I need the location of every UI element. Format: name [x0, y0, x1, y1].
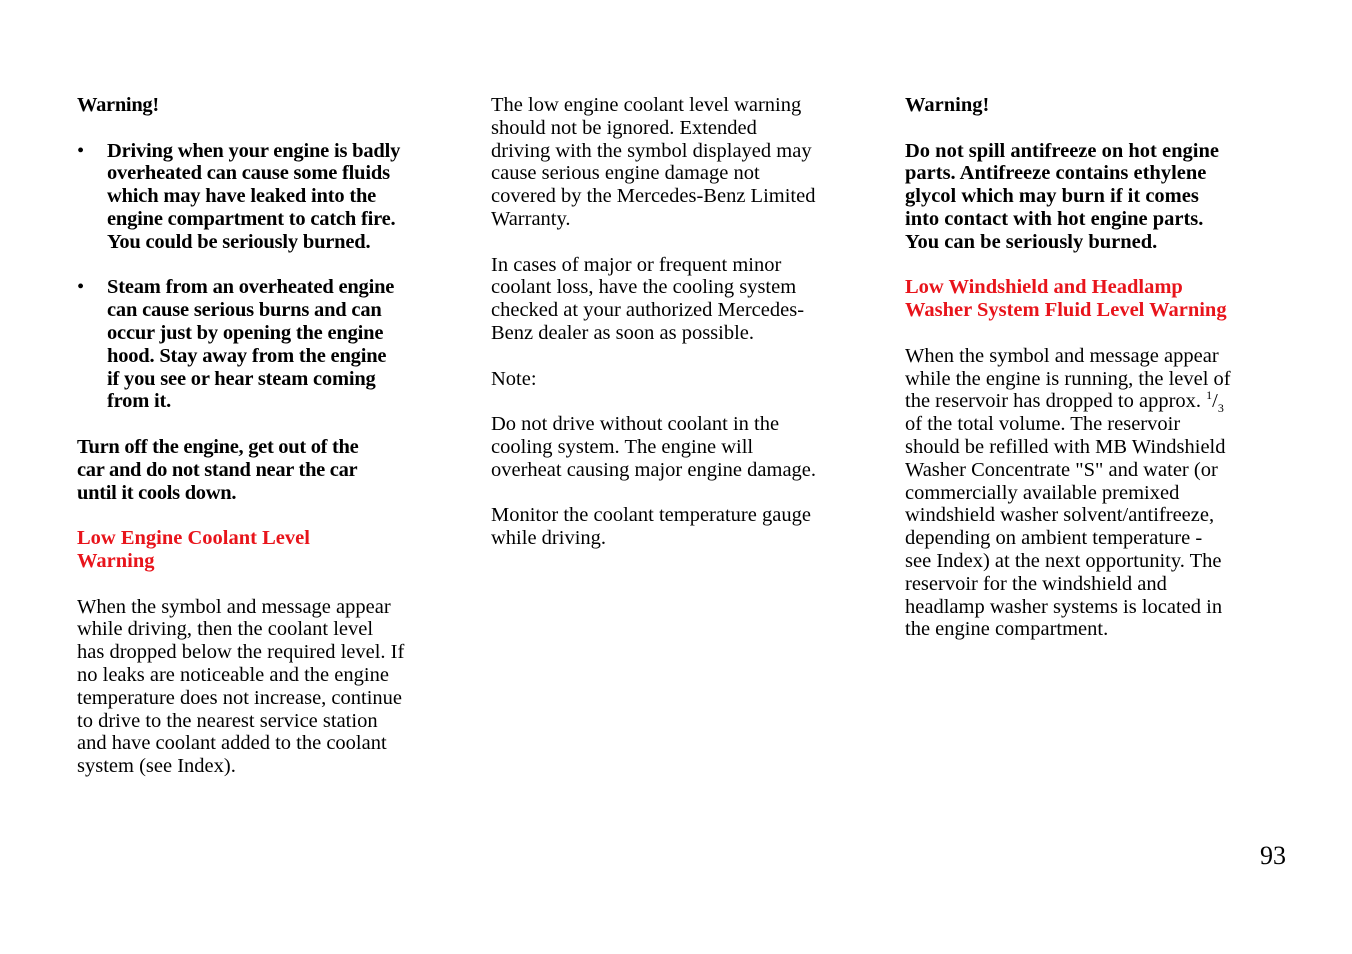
text-line: the engine compartment.: [905, 618, 1109, 641]
text-line: Driving when your engine is badly: [107, 139, 401, 162]
text-line: Steam from an overheated engine: [107, 276, 395, 299]
text-line: cause serious engine damage not: [491, 162, 760, 185]
paragraph-coolant-loss: [491, 254, 863, 345]
text-line: Do not spill antifreeze on hot engine: [905, 139, 1219, 162]
text-line: if you see or hear steam coming: [107, 367, 376, 390]
text-line: car and do not stand near the car: [77, 458, 358, 481]
text-line: until it cools down.: [77, 481, 237, 504]
text-line: into contact with hot engine parts.: [905, 207, 1204, 230]
antifreeze-warning: [905, 140, 1285, 254]
text-line: Warranty.: [491, 207, 571, 230]
heading-line: Washer System Fluid Level Warning: [905, 299, 1227, 322]
page-number: 93: [1260, 841, 1286, 870]
text-line: Turn off the engine, get out of the: [77, 435, 359, 458]
text-line: engine compartment to catch fire.: [107, 207, 396, 230]
text-line: no leaks are noticeable and the engine: [77, 663, 389, 686]
bullet-icon: •: [77, 139, 85, 162]
text-line: from it.: [107, 390, 172, 413]
text-line: see Index) at the next opportunity. The: [905, 549, 1222, 572]
text-line: When the symbol and message appear: [77, 595, 391, 618]
text-line: When the symbol and message appear: [905, 344, 1219, 367]
paragraph-monitor-gauge: [491, 504, 863, 550]
section-heading-washer: [905, 276, 1285, 322]
note-label: Note:: [491, 367, 537, 390]
column-right: [905, 94, 1285, 664]
text-line: commercially available premixed: [905, 481, 1180, 504]
text-line: You can be seriously burned.: [905, 230, 1158, 253]
text-line: while driving, then the coolant level: [77, 618, 374, 641]
turn-off-engine-instruction: [77, 436, 449, 504]
text-line: parts. Antifreeze contains ethylene: [905, 162, 1207, 185]
text-line: overheat causing major engine damage.: [491, 458, 817, 481]
text-line: to drive to the nearest service station: [77, 709, 378, 732]
fraction-slash: /: [1212, 390, 1218, 413]
text-line: of the total volume. The reservoir: [905, 413, 1181, 436]
text-line: driving with the symbol displayed may: [491, 139, 812, 162]
paragraph-ignore-warning: [491, 94, 863, 231]
heading-line: Low Engine Coolant Level: [77, 527, 310, 550]
bullet-text-steam: [107, 276, 449, 413]
text-line: while driving.: [491, 527, 607, 550]
fraction-denominator: 3: [1217, 401, 1224, 416]
text-line-fraction: [905, 388, 1285, 416]
text-line: headlamp washer systems is located in: [905, 595, 1223, 618]
text-line: reservoir for the windshield and: [905, 572, 1167, 595]
heading-line: Warning: [77, 549, 155, 572]
text-line: coolant loss, have the cooling system: [491, 276, 797, 299]
text-line: Washer Concentrate "S" and water (or: [905, 458, 1218, 481]
column-middle: [491, 94, 863, 573]
text-line: Benz dealer as soon as possible.: [491, 321, 755, 344]
text-line: and have coolant added to the coolant: [77, 732, 387, 755]
bullet-icon: •: [77, 276, 85, 299]
fraction-numerator: 1: [1206, 388, 1213, 403]
text-line: hood. Stay away from the engine: [107, 344, 387, 367]
text-line: temperature does not increase, continue: [77, 686, 403, 709]
text-line: occur just by opening the engine: [107, 321, 384, 344]
text-line: checked at your authorized Mercedes-: [491, 299, 805, 322]
text-line: while the engine is running, the level of: [905, 367, 1231, 390]
text-line: Do not drive without coolant in the: [491, 413, 780, 436]
section-heading-coolant: [77, 527, 449, 573]
text-line: overheated can cause some fluids: [107, 162, 390, 185]
paragraph-no-coolant: [491, 413, 863, 481]
bullet-text-fire: [107, 140, 449, 254]
text-segment: the reservoir has dropped to approx.: [905, 390, 1202, 413]
text-line: Monitor the coolant temperature gauge: [491, 504, 811, 527]
text-line: has dropped below the required level. If: [77, 641, 405, 664]
text-line: system (see Index).: [77, 755, 236, 778]
heading-line: Low Windshield and Headlamp: [905, 276, 1183, 299]
text-line: which may have leaked into the: [107, 185, 377, 208]
column-left: [77, 94, 449, 801]
text-line: should be refilled with MB Windshield: [905, 435, 1226, 458]
text-line: windshield washer solvent/antifreeze,: [905, 504, 1215, 527]
text-line: In cases of major or frequent minor: [491, 253, 782, 276]
warning-bullet-1: [77, 140, 449, 254]
text-line: covered by the Mercedes-Benz Limited: [491, 185, 816, 208]
text-line: should not be ignored. Extended: [491, 116, 757, 139]
text-line: depending on ambient temperature -: [905, 527, 1203, 550]
text-line: You could be seriously burned.: [107, 230, 371, 253]
text-line: glycol which may burn if it comes: [905, 185, 1199, 208]
text-line: can cause serious burns and can: [107, 299, 382, 322]
text-line: cooling system. The engine will: [491, 435, 754, 458]
washer-paragraph: [905, 345, 1285, 641]
warning-bullet-2: [77, 276, 449, 413]
warning-title: Warning!: [77, 94, 159, 116]
text-line: The low engine coolant level warning: [491, 94, 802, 116]
coolant-paragraph: [77, 596, 449, 778]
warning-title: Warning!: [905, 94, 990, 116]
